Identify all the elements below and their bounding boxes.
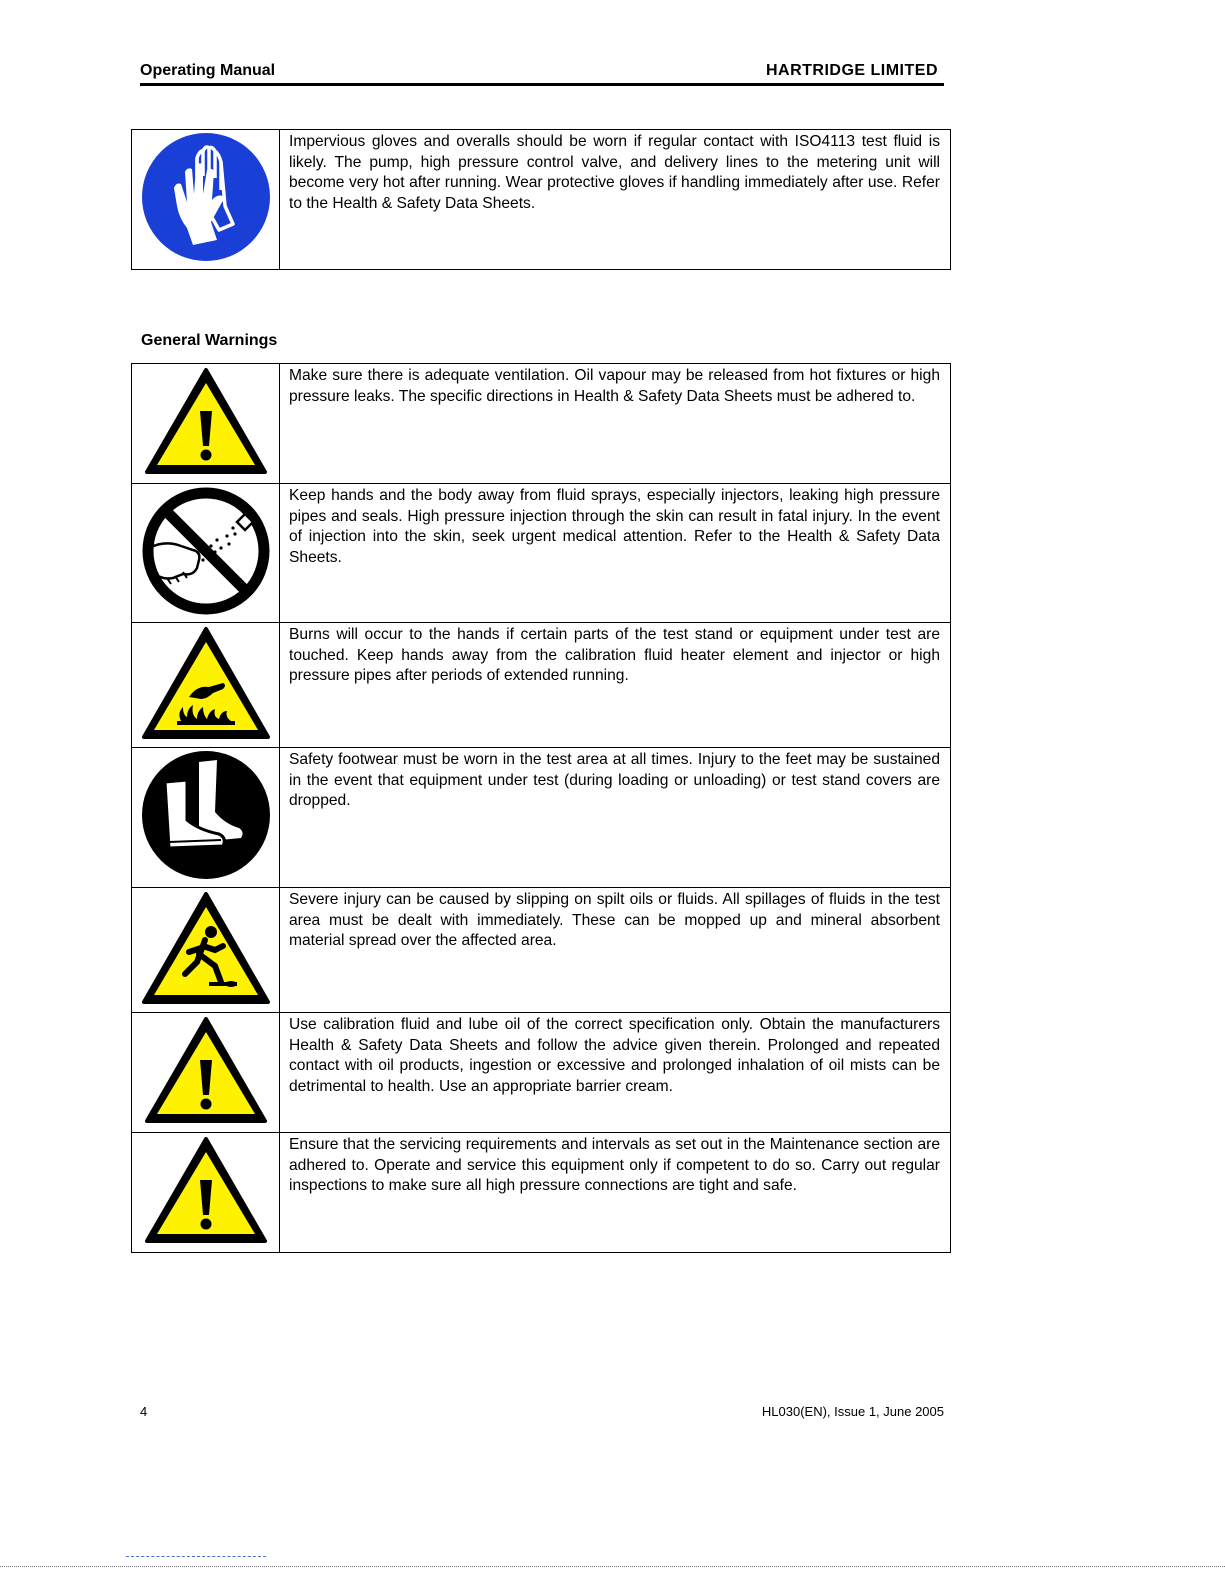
warning-text: Keep hands and the body away from fluid sprays, especially injectors, leaking high pressure pipes and seals. High pressure injection through the skin can result in fatal injury. In the event of injection into the skin, seek urgent medical attention. Refer to the Health & Safety Data Sheets. <box>280 484 951 623</box>
table-row <box>132 364 951 484</box>
footnote-separator <box>126 1556 266 1557</box>
warning-text: Make sure there is adequate ventilation. Oil vapour may be released from hot fixtures or high pressure leaks. The specific directions in Health & Safety Data Sheets must be adhered to. <box>280 364 951 484</box>
general-warning-icon <box>144 1015 268 1125</box>
ppe-table <box>131 129 951 270</box>
general-warning-icon <box>144 366 268 476</box>
slippery-floor-warning-icon <box>141 890 271 1006</box>
general-warnings-table <box>131 363 951 1253</box>
table-row <box>132 484 951 623</box>
warning-text: Use calibration fluid and lube oil of the correct specification only. Obtain the manufacturers Health & Safety Data Sheets and follow the advice given therein. Prolonged and repeated contact with oil products, ingestion or excessive and prolonged inhalation of oil mists can be detrimental to health. Use an appropriate barrier cream. <box>280 1013 951 1133</box>
table-row <box>132 748 951 888</box>
table-row <box>132 1133 951 1253</box>
ppe-text: Impervious gloves and overalls should be worn if regular contact with ISO4113 test fluid is likely. The pump, high pressure control valve, and delivery lines to the metering unit will become very hot after running. Wear protective gloves if handling immediately after use. Refer to the Health & Safety Data Sheets. <box>280 130 951 270</box>
warning-text: Severe injury can be caused by slipping on spilt oils or fluids. All spillages of fluids in the test area must be dealt with immediately. These can be mopped up and mineral absorbent material spread over the affected area. <box>280 888 951 1013</box>
warning-text: Ensure that the servicing requirements and intervals as set out in the Maintenance section are adhered to. Operate and service this equipment only if competent to do so. Carry out regular inspections to make sure all high pressure connections are tight and safe. <box>280 1133 951 1253</box>
table-row <box>132 623 951 748</box>
section-title: General Warnings <box>141 332 278 349</box>
manual-title: Operating Manual <box>140 62 276 79</box>
warning-text: Burns will occur to the hands if certain parts of the test stand or equipment under test are touched. Keep hands away from the calibration fluid heater element and injector or high pressure pipes after periods of extended running. <box>280 623 951 748</box>
no-spray-contact-icon <box>141 486 271 616</box>
page-number: 4 <box>140 1404 148 1419</box>
table-row <box>132 888 951 1013</box>
document-reference: HL030(EN), Issue 1, June 2005 <box>761 1404 944 1419</box>
warning-text: Safety footwear must be worn in the test area at all times. Injury to the feet may be sustained in the event that equipment under test (during loading or unloading) or test stand covers are dropped. <box>280 748 951 888</box>
table-row <box>132 130 951 270</box>
page-break-rule <box>0 1566 1225 1567</box>
page-header <box>140 62 944 86</box>
safety-boots-mandatory-icon <box>141 750 271 880</box>
gloves-mandatory-icon <box>141 132 271 262</box>
general-warning-icon <box>144 1135 268 1245</box>
table-row <box>132 1013 951 1133</box>
company-name: HARTRIDGE LIMITED <box>765 62 938 79</box>
hot-surface-warning-icon <box>141 625 271 741</box>
